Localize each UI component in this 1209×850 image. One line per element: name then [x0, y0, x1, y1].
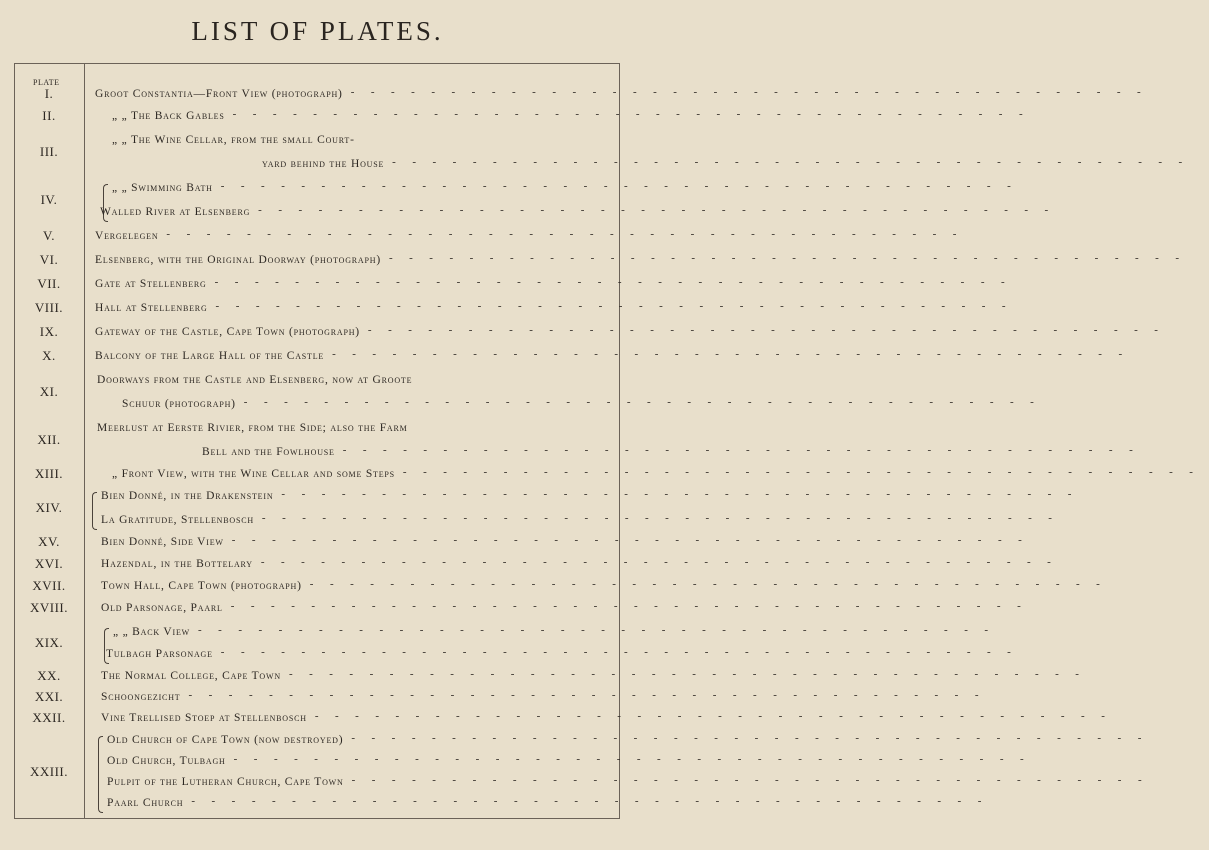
plate-title-line: Pulpit of the Lutheran Church, Cape Town — [107, 776, 344, 788]
plate-title-line: Paarl Church — [107, 797, 184, 809]
plate-title-line: Hall at Stellenberg — [95, 302, 208, 314]
plate-numeral: XX. — [37, 668, 61, 683]
dot-leader: - - - - - - - - - - - - - - - - - - - - - - - - - - - - - - - - - - - - - - - - — [258, 204, 1065, 216]
dot-leader: - - - - - - - - - - - - - - - - - - - - - - - - - - - - - - - - - - - - - - - - — [261, 512, 1069, 524]
plate-title-line: Old Church of Cape Town (now destroyed) — [107, 734, 344, 746]
page-title: LIST OF PLATES. — [191, 16, 444, 46]
plate-title-line: Bien Donné, in the Drakenstein — [101, 490, 274, 502]
dot-leader: - - - - - - - - - - - - - - - - - - - - - - - - - - - - - - - - - - - - - - - - — [288, 668, 1096, 680]
plate-title-line: Gate at Stellenberg — [95, 278, 207, 290]
dot-leader: - - - - - - - - - - - - - - - - - - - - - - - - - - - - - - - - - - - - - - - - — [230, 600, 1038, 612]
dot-leader: - - - - - - - - - - - - - - - - - - - - - - - - - - - - - - - - - - - - - - - - — [350, 86, 1158, 98]
dot-leader: - - - - - - - - - - - - - - - - - - - - - - - - - - - - - - - - - - - - - - - - — [367, 324, 1175, 336]
plate-title-line: Walled River at Elsenberg — [100, 206, 251, 218]
plate-title-line: „ „ The Wine Cellar, from the small Court- — [112, 134, 355, 146]
plate-title-line: Tulbagh Parsonage — [106, 648, 213, 660]
dot-leader: - - - - - - - - - - - - - - - - - - - - - - - - - - - - - - - - - - - - - - - - — [342, 444, 1150, 456]
dot-leader: - - - - - - - - - - - - - - - - - - - - - - - - - - - - - - - - - - - - - - - - — [281, 488, 1088, 500]
dot-leader: - - - - - - - - - - - - - - - - - - - - - - - - - - - - - - - - - - - - - - - - — [220, 180, 1028, 192]
plate-numeral: XI. — [39, 384, 59, 399]
dot-leader: - - - - - - - - - - - - - - - - - - - - - - - - - - - - - - - - - - - - - - - - — [332, 348, 1139, 360]
plate-numeral: XVII. — [32, 578, 66, 593]
plate-numeral: III. — [39, 144, 59, 159]
plate-title-line: Hazendal, in the Bottelary — [101, 558, 253, 570]
dot-leader: - - - - - - - - - - - - - - - - - - - - - - - - - - - - - - - - - - - - - - - - — [214, 276, 1022, 288]
plate-title-line: La Gratitude, Stellenbosch — [101, 514, 254, 526]
plate-title-line: „ „ Back View — [113, 626, 190, 638]
dot-leader: - - - - - - - - - - - - - - - - - - - - - - - - - - - - - - - - - - - - - - - - — [232, 108, 1040, 120]
plate-title-line: Meerlust at Eerste Rivier, from the Side; also the Farm — [97, 422, 408, 434]
dot-leader: - - - - - - - - - - - - - - - - - - - - - - - - - - - - - - - - - - - - - - - - — [314, 710, 1122, 722]
dot-leader: - - - - - - - - - - - - - - - - - - - - - - - - - - - - - - - - - - - - - - - - — [388, 252, 1196, 264]
dot-leader: - - - - - - - - - - - - - - - - - - - - - - - - - - - - - - - - - - - - - - - - — [191, 795, 998, 807]
plate-title-line: The Normal College, Cape Town — [101, 670, 281, 682]
plate-title-line: Bien Donné, Side View — [101, 536, 224, 548]
dot-leader: - - - - - - - - - - - - - - - - - - - - - - - - - - - - - - - - - - - - - - - - — [198, 624, 1005, 636]
dot-leader: - - - - - - - - - - - - - - - - - - - - - - - - - - - - - - - - - - - - - - - - — [351, 732, 1158, 744]
plate-numeral: XXII. — [32, 710, 66, 725]
plate-numeral: VIII. — [34, 300, 64, 315]
plate-numeral: XIII. — [34, 466, 64, 481]
plate-numeral: XIX. — [34, 635, 64, 650]
plate-title-line: Vine Trellised Stoep at Stellenbosch — [101, 712, 307, 724]
plate-numeral: II. — [42, 108, 56, 123]
dot-leader: - - - - - - - - - - - - - - - - - - - - - - - - - - - - - - - - - - - - - - - - — [309, 578, 1117, 590]
plate-title-line: Balcony of the Large Hall of the Castle — [95, 350, 325, 362]
plate-numeral: IV. — [40, 192, 58, 207]
plate-numeral: XII. — [37, 432, 61, 447]
dot-leader: - - - - - - - - - - - - - - - - - - - - - - - - - - - - - - - - - - - - - - - - — [166, 228, 973, 240]
dot-leader: - - - - - - - - - - - - - - - - - - - - - - - - - - - - - - - - - - - - - - - - — [392, 156, 1199, 168]
plate-title-line: „ Front View, with the Wine Cellar and some Steps — [112, 468, 395, 480]
dot-leader: - - - - - - - - - - - - - - - - - - - - - - - - - - - - - - - - - - - - - - - - — [351, 774, 1159, 786]
plate-numeral: VI. — [39, 252, 59, 267]
plate-title-line: Bell and the Fowlhouse — [202, 446, 335, 458]
plate-numeral: XIV. — [35, 500, 63, 515]
dot-leader: - - - - - - - - - - - - - - - - - - - - - - - - - - - - - - - - - - - - - - - - — [260, 556, 1068, 568]
dot-leader: - - - - - - - - - - - - - - - - - - - - - - - - - - - - - - - - - - - - - - - - — [215, 300, 1023, 312]
plate-numeral: VII. — [37, 276, 61, 291]
plate-column-heading: PLATE — [33, 78, 60, 87]
plate-title-line: Schuur (photograph) — [122, 398, 236, 410]
dot-leader: - - - - - - - - - - - - - - - - - - - - - - - - - - - - - - - - - - - - - - - - — [231, 534, 1039, 546]
plate-title-line: „ „ Swimming Bath — [112, 182, 213, 194]
plate-numeral: I. — [44, 86, 54, 101]
dot-leader: - - - - - - - - - - - - - - - - - - - - - - - - - - - - - - - - - - - - - - - - — [402, 466, 1209, 478]
grouping-brace — [92, 492, 97, 530]
plate-title-line: Elsenberg, with the Original Doorway (photograph) — [95, 254, 381, 266]
plate-numeral: XXIII. — [29, 763, 68, 779]
plate-title-line: Vergelegen — [95, 230, 159, 242]
plate-numeral: X. — [42, 348, 56, 363]
plate-numeral: XVIII. — [29, 600, 68, 615]
plate-numeral: XXI. — [34, 689, 64, 704]
plate-numeral: XV. — [38, 534, 60, 549]
plates-table-frame — [14, 63, 1209, 819]
plate-title-line: „ „ The Back Gables — [112, 110, 225, 122]
dot-leader: - - - - - - - - - - - - - - - - - - - - - - - - - - - - - - - - - - - - - - - - — [188, 689, 995, 701]
plate-title-line: Gateway of the Castle, Cape Town (photograph) — [95, 326, 360, 338]
grouping-brace — [98, 736, 103, 813]
dot-leader: - - - - - - - - - - - - - - - - - - - - - - - - - - - - - - - - - - - - - - - - — [233, 753, 1041, 765]
plate-title-line: Schoongezicht — [101, 691, 181, 703]
column-divider — [84, 63, 85, 819]
plate-title-line: Old Church, Tulbagh — [107, 755, 226, 767]
dot-leader: - - - - - - - - - - - - - - - - - - - - - - - - - - - - - - - - - - - - - - - - — [243, 396, 1051, 408]
plate-title-line: Town Hall, Cape Town (photograph) — [101, 580, 302, 592]
plate-numeral: XVI. — [34, 556, 64, 571]
plate-numeral: V. — [43, 228, 55, 243]
plate-title-line: Doorways from the Castle and Elsenberg, now at Groote — [97, 374, 413, 386]
plate-title-line: Groot Constantia—Front View (photograph) — [95, 88, 343, 100]
dot-leader: - - - - - - - - - - - - - - - - - - - - - - - - - - - - - - - - - - - - - - - - — [220, 646, 1028, 658]
plate-numeral: IX. — [39, 324, 59, 339]
plate-title-line: yard behind the House — [262, 158, 385, 170]
plate-title-line: Old Parsonage, Paarl — [101, 602, 223, 614]
